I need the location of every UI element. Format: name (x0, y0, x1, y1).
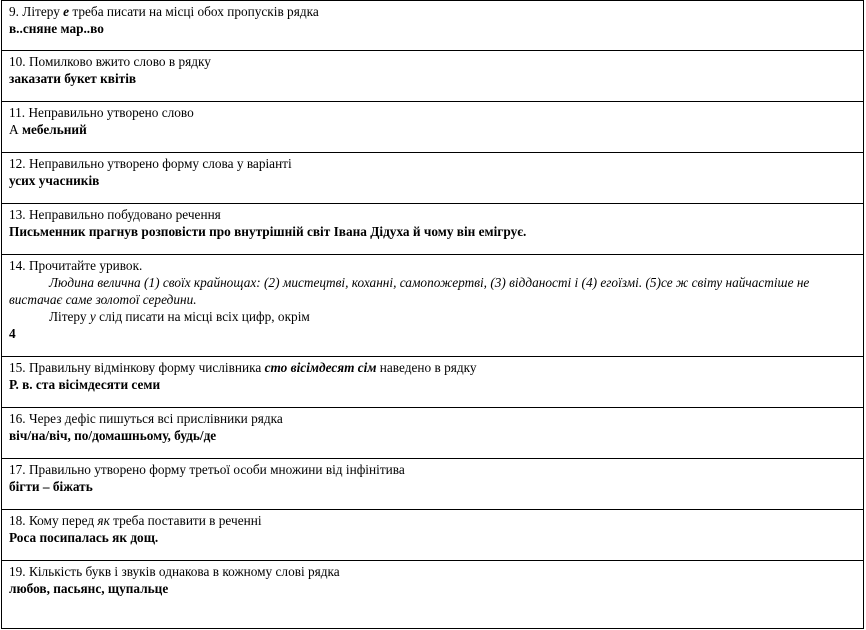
question-text: 18. Кому перед як треба поставити в реченні (9, 513, 262, 528)
answer-text: усих учасників (9, 173, 100, 188)
question-row-16 (1, 407, 864, 459)
question-text: 17. Правильно утворено форму третьої особи множини від інфінітива (9, 462, 405, 477)
excerpt-text: Людина велична (1) своїх крайнощах: (2) мистецтві, коханні, самопожертві, (3) відданості і (4) егоїзмі. (5)се ж світу найчастіше не вистачає саме золотої середини. (9, 275, 810, 307)
question-row-14 (1, 254, 864, 357)
answer-text: Р. в. ста вісімдесяти семи (9, 377, 161, 392)
answer-text: в..сняне мар..во (9, 21, 104, 36)
answer-text: Роса посипалась як дощ. (9, 530, 159, 545)
emphasized-letter: е (63, 4, 70, 19)
answer-text: 4 (9, 326, 16, 341)
answer-text: віч/на/віч, по/домашньому, будь/де (9, 428, 217, 443)
question-row-12 (1, 152, 864, 204)
question-row-13 (1, 203, 864, 255)
question-text: 16. Через дефіс пишуться всі прислівники рядка (9, 411, 283, 426)
question-row-18 (1, 509, 864, 561)
answer-text: Письменник прагнув розповісти про внутрішній світ Івана Дідуха й чому він емігрує. (9, 224, 527, 239)
question-text: 15. Правильну відмінкову форму числівника сто вісімдесят сім наведено в рядку (9, 360, 477, 375)
emphasized-phrase: сто вісімдесят сім (264, 360, 377, 375)
answer-text: бігти – біжать (9, 479, 93, 494)
question-subtext: Літеру у слід писати на місці всіх цифр, окрім (49, 309, 310, 324)
question-row-15 (1, 356, 864, 408)
question-row-19 (1, 560, 864, 629)
question-text: 11. Неправильно утворено слово (9, 105, 194, 120)
question-text: 10. Помилково вжито слово в рядку (9, 54, 211, 69)
question-row-10 (1, 50, 864, 102)
question-text: 19. Кількість букв і звуків однакова в кожному слові рядка (9, 564, 340, 579)
question-row-11 (1, 101, 864, 153)
question-row-17 (1, 458, 864, 510)
question-row-9 (1, 0, 864, 51)
answer-text: любов, пасьянс, щупальце (9, 581, 169, 596)
answer-text: заказати букет квітів (9, 71, 137, 86)
question-text: 9. Літеру е треба писати на місці обох пропусків рядка (9, 4, 319, 19)
answer-text: А мебельний (9, 122, 87, 137)
question-text: 12. Неправильно утворено форму слова у варіанті (9, 156, 292, 171)
question-text: 14. Прочитайте уривок. (9, 258, 143, 273)
question-text: 13. Неправильно побудовано речення (9, 207, 221, 222)
emphasized-word: як (97, 513, 110, 528)
